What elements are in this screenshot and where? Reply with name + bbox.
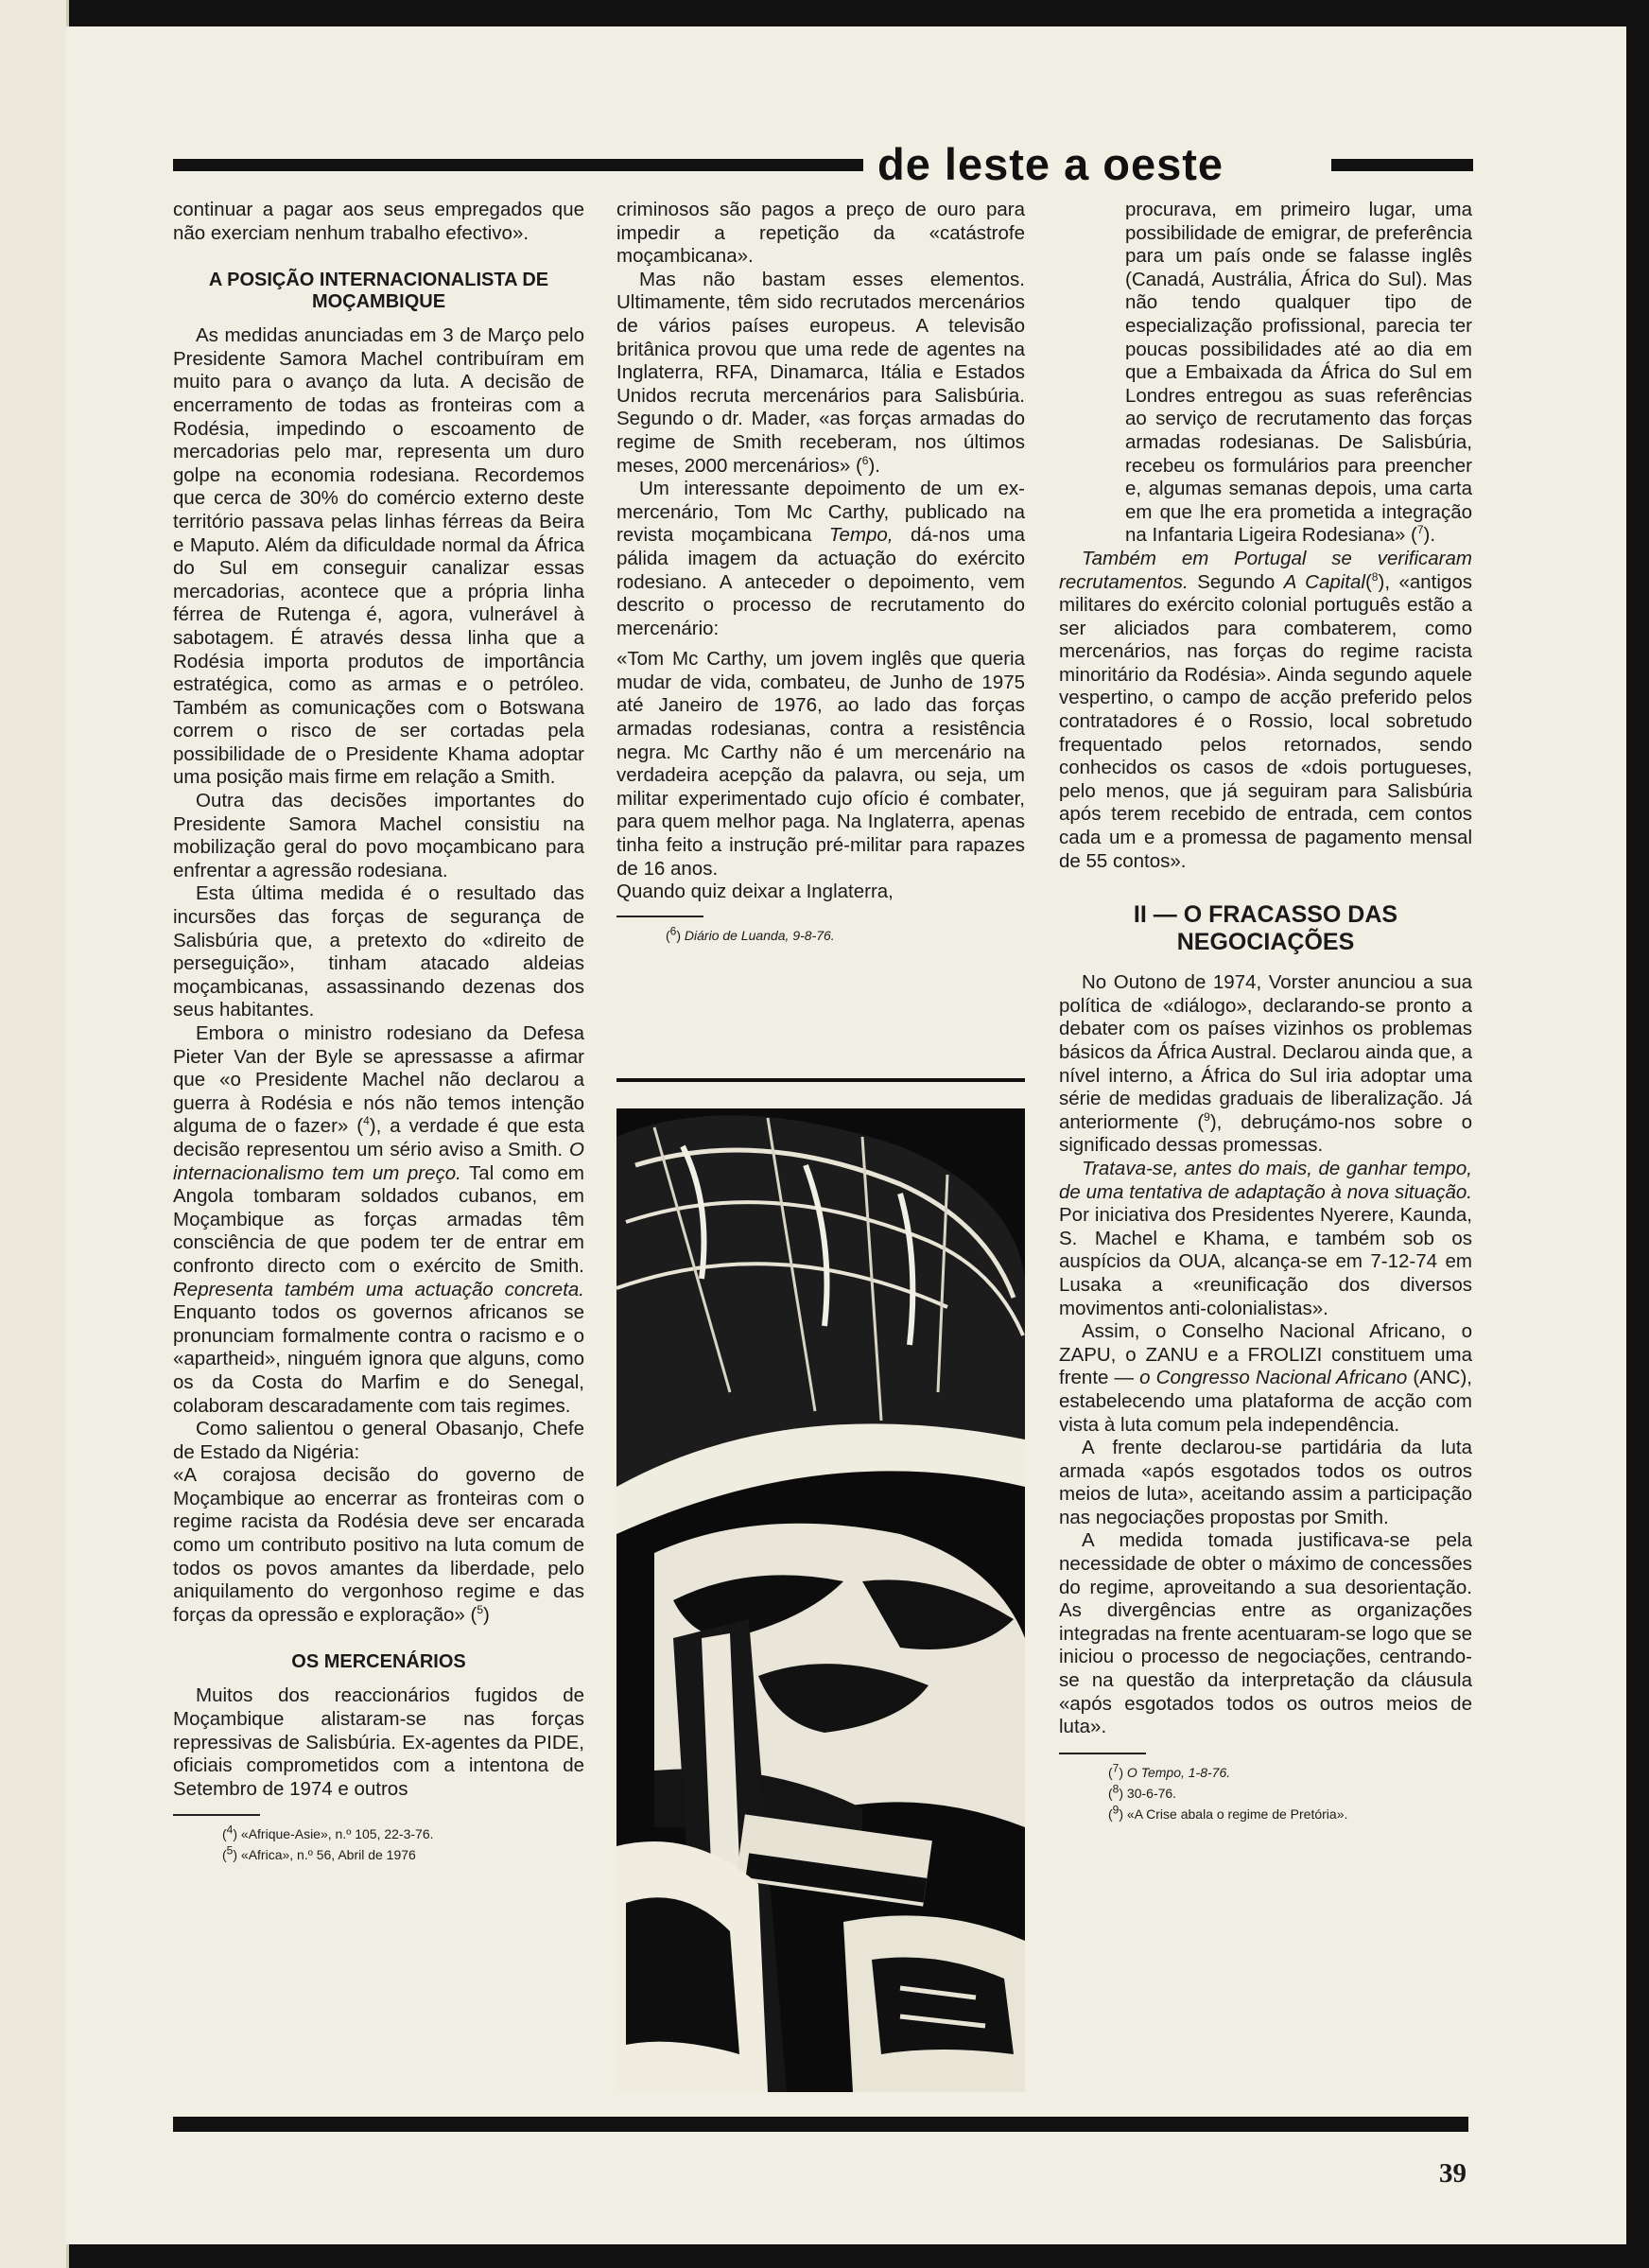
text-run: dá-nos uma pálida imagem da actuação do exército rodesiano. A anteceder o depoimento, vem descrito o processo de recrutamento do mercenário: — [616, 524, 1025, 639]
paragraph — [1059, 1320, 1472, 1437]
soldier-aiming-rifle-image — [616, 1108, 1025, 2092]
footnote-number: 6 — [669, 924, 677, 938]
italic-text: Tratava-se, antes do mais, de ganhar tempo, de uma tentativa de adaptação à nova situação. — [1059, 1157, 1472, 1203]
footnote: ($^7$) O Tempo, 1-8-76. — [1108, 1761, 1231, 1780]
section-title: de leste a oeste — [877, 139, 1224, 189]
text-run: Tal como em Angola tombaram soldados cubanos, em Moçambique as forças armadas têm consciência de que podem ter de entrar em confronto directo com o exército de Smith. — [173, 1161, 584, 1277]
page-number: 39 — [1439, 2158, 1467, 2189]
column-1 — [173, 199, 584, 1865]
header-rule-right — [1331, 159, 1473, 171]
text-run: Embora o ministro rodesiano da Defesa Pieter Van der Byle se apressasse a afirmar que «o Presidente Machel não declarou a guerra à Rodésia e nós não temos intenção alguma de o fazer» ( — [173, 1022, 584, 1138]
footnote-text: 30-6-76. — [1123, 1785, 1177, 1801]
soldier-photo — [616, 1108, 1025, 2092]
section-header — [173, 139, 1473, 189]
footnote-text: «Africa», n.º 56, Abril de 1976 — [237, 1847, 416, 1863]
binding-edge — [0, 0, 69, 2268]
footnote-ref: 5 — [477, 1603, 484, 1617]
paragraph — [173, 1022, 584, 1418]
footnote: ($^4$) «Afrique-Asie», n.º 105, 22-3-76. — [222, 1823, 434, 1842]
footnote-text: O Tempo, 1-8-76. — [1123, 1764, 1231, 1780]
text-run: «A corajosa decisão do governo de Moçambique ao encerrar as fronteiras com o regime racista da Rodésia deve ser encarada como um contributo positivo na luta comum de todos os povos amantes da liberdade, pelo aniquilamento do vergonhoso regime e das forças da opressão e exploração» ( — [173, 1464, 584, 1626]
footnote-text: Diário de Luanda, 9-8-76. — [681, 927, 835, 943]
text-run: Um interessante depoimento de um ex-mercenário, Tom Mc Carthy, publicado na revista moçambicana — [616, 478, 1025, 547]
paragraph: criminosos são pagos a preço de ouro para impedir a repetição da «catástrofe moçambicana». — [616, 199, 1025, 268]
italic-text: Também em Portugal se verificaram recrutamentos. — [1059, 547, 1472, 593]
block-quote: Quando quiz deixar a Inglaterra, — [616, 881, 894, 903]
block-quote: «Tom Mc Carthy, um jovem inglês que queria mudar de vida, combateu, de Junho de 1975 até Janeiro de 1976, ao lado das forças armadas rodesianas, contra a resistência negra. Mc Carthy não é um mercenário na verdadeira acepção da palavra, ou seja, um militar experimentado cujo ofício é combater, para quem melhor paga. Na Inglaterra, apenas tinha feito a instrução pré-militar para rapazes de 16 anos. — [616, 648, 1025, 880]
text-run: ). — [1423, 524, 1436, 547]
footnote-number: 9 — [1112, 1803, 1120, 1817]
footnote-rule — [616, 916, 703, 917]
paragraph — [1059, 199, 1472, 548]
footer-rule — [173, 2117, 1468, 2132]
footnote-number: 5 — [226, 1843, 234, 1858]
text-run: ). — [868, 454, 881, 477]
paragraph — [616, 269, 1025, 478]
paragraph: Esta última medida é o resultado das incursões das forças de segurança de Salisbúria que, a pretexto do «direito de perseguição», tinham atacado aldeias moçambicanas, assassinando dezenas dos seus habitantes. — [173, 882, 584, 1021]
italic-text: Representa também uma actuação concreta. — [173, 1278, 584, 1300]
footnote-number: 4 — [226, 1823, 234, 1837]
text-run: Assim, o Conselho Nacional Africano, o ZAPU, o ZANU e a FROLIZI constituem uma frente — — [1059, 1320, 1472, 1389]
paragraph — [616, 478, 1025, 640]
section-heading: II — O FRACASSO DAS NEGOCIAÇÕES — [1133, 901, 1398, 956]
italic-text: O internacionalismo tem um preço. — [173, 1138, 584, 1184]
text-run: Enquanto todos os governos africanos se pronunciam formalmente contra o racismo e o «apartheid», ninguém ignora que alguns, como os da Costa do Marfim e do Senegal, colaboram descaradamente com tais regimes. — [173, 1301, 584, 1417]
paragraph: A medida tomada justificava-se pela necessidade de obter o máximo de concessões do regime, aproveitando a sua desorientação. As divergências entre as organizações integradas na frente acentuaram-se logo que se iniciou o processo de negociações, centrando-se na questão da interpretação da cláusula «após esgotados todos os outros meios de luta». — [1059, 1529, 1472, 1738]
footnote-number: 8 — [1112, 1782, 1120, 1796]
footnote: ($^8$) 30-6-76. — [1108, 1782, 1177, 1801]
subheading: OS MERCENÁRIOS — [291, 1651, 466, 1673]
italic-text: Tempo, — [828, 524, 894, 547]
footnote-ref: 7 — [1416, 523, 1424, 537]
text-run: Mas não bastam esses elementos. Ultimamente, têm sido recrutados mercenários de vários países europeus. A televisão britânica provou que uma rede de agentes na Inglaterra, RFA, Dinamarca, Itália e Estados Unidos recruta mercenários para Salisbúria. Segundo o dr. Mader, «as forças armadas do regime de Smith receberam, nos últimos meses, 2000 mercenários» ( — [616, 268, 1025, 477]
paragraph: Outra das decisões importantes do Presidente Samora Machel consistiu na mobilização geral do povo moçambicano para enfrentar a agressão rodesiana. — [173, 790, 584, 881]
paragraph: A frente declarou-se partidária da luta armada «após esgotados todos os outros meios de luta», aceitando assim a participação nas negociações propostas por Smith. — [1059, 1437, 1472, 1528]
footnote-number: 7 — [1112, 1761, 1120, 1775]
paragraph: As medidas anunciadas em 3 de Março pelo Presidente Samora Machel contribuíram em muito para o avanço da luta. A decisão de encerramento de todas as fronteiras com a Rodésia, impedindo o escoamento de mercadorias pelo mar, representa um duro golpe na economia rodesiana. Recordemos que cerca de 30% do comércio externo deste território passava pelas linhas férreas da Beira e Maputo. Além da dificuldade normal da África do Sul em conseguir canalizar essas mercadorias, acontece que a própria linha férrea de Rutenga é, agora, vulnerável à sabotagem. É através dessa linha que a Rodésia importa produtos de importância estratégica, como as armas e o petróleo. Também as comunicações com o Botswana correm o risco de ser cortadas pela possibilidade de o Presidente Khama adoptar uma posição mais firme em relação a Smith. — [173, 324, 584, 789]
italic-text: A Capital — [1283, 570, 1365, 593]
subheading: A POSIÇÃO INTERNACIONALISTA DE MOÇAMBIQUE — [208, 270, 549, 313]
footnote-ref: 6 — [861, 453, 869, 467]
paragraph: Como salientou o general Obasanjo, Chefe de Estado da Nigéria: — [173, 1418, 584, 1463]
text-run: ) — [483, 1603, 490, 1626]
footnote: ($^9$) «A Crise abala o regime de Pretória». — [1108, 1803, 1348, 1822]
italic-text: o Congresso Nacional Africano — [1139, 1367, 1408, 1389]
footnote-ref: 8 — [1371, 569, 1379, 584]
footnote: ($^5$) «Africa», n.º 56, Abril de 1976 — [222, 1843, 416, 1863]
footnote-rule — [1059, 1753, 1146, 1754]
column-2 — [616, 199, 1025, 946]
text-run: ), debruçámo-nos sobre o significado dessas promessas. — [1059, 1110, 1472, 1157]
photo-top-rule — [616, 1078, 1025, 1082]
paragraph: Também em Portugal se verificaram recrutamentos. Segundo A Capital($^8$), «antigos militares do exército colonial português estão a ser aliciados para combaterem, como mercenários, nas forças do regime racista minoritário da Rodésia». Ainda segundo aquele vespertino, o campo de acção preferido pelos contratadores é o Rossio, local sobretudo frequentado pelos retornados, sendo conhecidos os casos de «dois portugueses, pelo menos, que já seguiram para Salisbúria após terem recebido de entrada, cem contos cada um e a promessa de pagamento mensal de 55 contos». — [1059, 547, 1472, 872]
text-run: No Outono de 1974, Vorster anunciou a sua política de «diálogo», declarando-se pronto a debater com os países vizinhos os problemas básicos da África Austral. Declarou ainda que, a nível interno, a África do Sul iria adoptar uma série de medidas graduais de liberalização. Já anteriormente ( — [1059, 971, 1472, 1133]
footnote-text: «A Crise abala o regime de Pretória». — [1123, 1806, 1348, 1822]
footnote-ref: 4 — [363, 1114, 370, 1128]
paragraph: continuar a pagar aos seus empregados que não exerciam nenhum trabalho efectivo». — [173, 199, 584, 244]
footnote-text: «Afrique-Asie», n.º 105, 22-3-76. — [237, 1826, 434, 1842]
paragraph: Muitos dos reaccionários fugidos de Moçambique alistaram-se nas forças repressivas de Salisbúria. Ex-agentes da PIDE, oficiais comprometidos com a intentona de Setembro de 1974 e outros — [173, 1684, 584, 1800]
block-quote — [173, 1464, 584, 1627]
text-run: Segundo — [1188, 570, 1284, 593]
text-run: (ANC), estabelecendo uma plataforma de acção com vista à luta comum pela independência. — [1059, 1367, 1472, 1436]
text-run: ), a verdade é que esta decisão representou um sério aviso a Smith. — [173, 1115, 584, 1160]
column-3 — [1059, 199, 1472, 1824]
paragraph — [1059, 971, 1472, 1158]
header-rule-left — [173, 159, 863, 171]
paragraph — [1059, 1158, 1472, 1320]
text-run: Por iniciativa dos Presidentes Nyerere, Kaunda, S. Machel e Khama, e também sob os auspícios da OUA, alcança-se em 7-12-74 em Lusaka a «reunificação dos diversos movimentos anti-colonialistas». — [1059, 1204, 1472, 1319]
footnote: ($^6$) Diário de Luanda, 9-8-76. — [666, 924, 835, 943]
text-run: procurava, em primeiro lugar, uma possibilidade de emigrar, de preferência para um país onde se falasse inglês (Canadá, Austrália, África do Sul). Mas não tendo qualquer tipo de especialização profissional, parecia ter poucas possibilidades até ao dia em que a Embaixada da África do Sul em Londres entregou as suas referências ao serviço de recrutamento das forças armadas rodesianas. De Salisbúria, recebeu os formulários para preencher e, algumas semanas depois, uma carta em que lhe era prometida a integração na Infantaria Ligeira Rodesiana» ( — [1125, 199, 1472, 547]
footnote-rule — [173, 1814, 260, 1816]
footnote-ref: 9 — [1204, 1109, 1210, 1124]
text-run: , «antigos militares do exército colonial português estão a ser aliciados para combaterem, como mercenários, nas forças do regime racista minoritário da Rodésia». Ainda segundo aquele vespertino, o campo de acção preferido pelos contratadores é o Rossio, local sobretudo frequentado pelos retornados, sendo conhecidos os casos de «dois portugueses, pelo menos, que já seguiram para Salisbúria após terem recebido de entrada, cem contos cada um e a promessa de pagamento mensal de 55 contos». — [1059, 570, 1472, 872]
